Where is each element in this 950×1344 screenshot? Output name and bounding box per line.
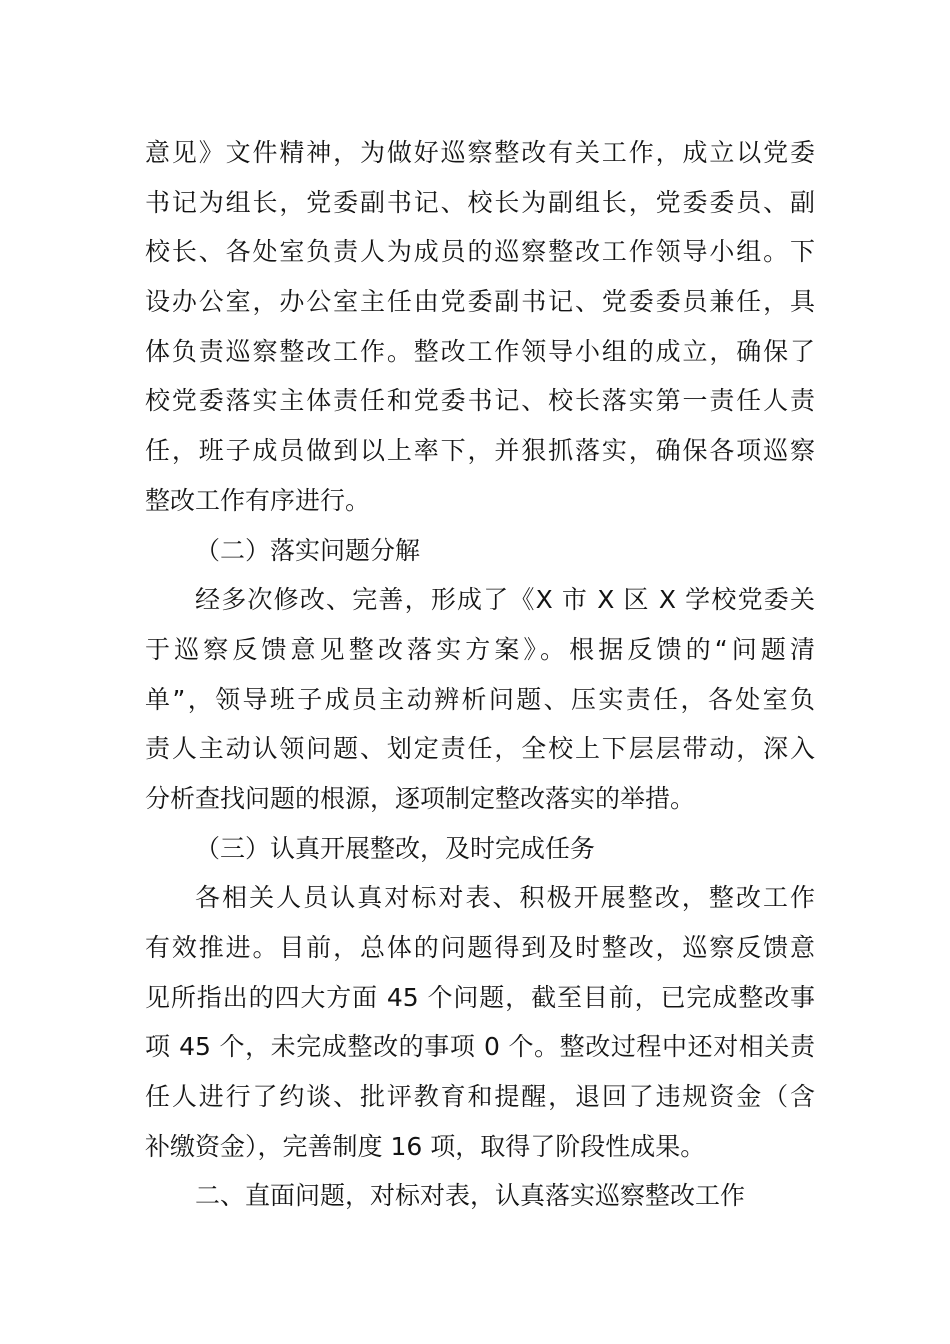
text-line: 整改工作有序进行。 [145,485,371,515]
text-line: 意见》文件精神，为做好巡察整改有关工作，成立以党委 [145,138,815,167]
text-line: 校党委落实主体责任和党委书记、校长落实第一责任人责 [145,386,815,416]
text-line: 项 45 个，未完成整改的事项 0 个。整改过程中还对相关责 [145,1032,815,1062]
text-line: 体负责巡察整改工作。整改工作领导小组的成立，确保了 [145,336,815,366]
text-line: 设办公室，办公室主任由党委副书记、党委委员兼任，具 [145,287,815,317]
text-line: 任，班子成员做到以上率下，并狠抓落实，确保各项巡察 [145,436,815,466]
body-text [145,128,815,1221]
text-line: 校长、各处室负责人为成员的巡察整改工作领导小组。下 [145,237,815,267]
text-line: 于巡察反馈意见整改落实方案》。根据反馈的“问题清 [145,634,815,664]
text-line: 责人主动认领问题、划定责任，全校上下层层带动，深入 [145,734,815,764]
text-line: （二）落实问题分解 [195,535,421,565]
text-line: 各相关人员认真对标对表、积极开展整改，整改工作 [195,883,815,913]
text-line: 单”，领导班子成员主动辨析问题、压实责任，各处室负 [145,684,815,714]
text-line: 二、直面问题，对标对表，认真落实巡察整改工作 [195,1181,746,1211]
text-line: 任人进行了约谈、批评教育和提醒，退回了违规资金（含 [145,1082,815,1112]
text-line: 分析查找问题的根源，逐项制定整改落实的举措。 [145,783,696,813]
text-line: 书记为组长，党委副书记、校长为副组长，党委委员、副 [145,187,815,217]
text-line: 经多次修改、完善，形成了《X 市 X 区 X 学校党委关 [195,585,815,615]
text-line: 有效推进。目前，总体的问题得到及时整改，巡察反馈意 [145,933,815,962]
text-line: 见所指出的四大方面 45 个问题，截至目前，已完成整改事 [145,982,815,1012]
text-line: 补缴资金），完善制度 16 项，取得了阶段性成果。 [145,1131,706,1161]
text-line: （三）认真开展整改，及时完成任务 [195,833,596,863]
